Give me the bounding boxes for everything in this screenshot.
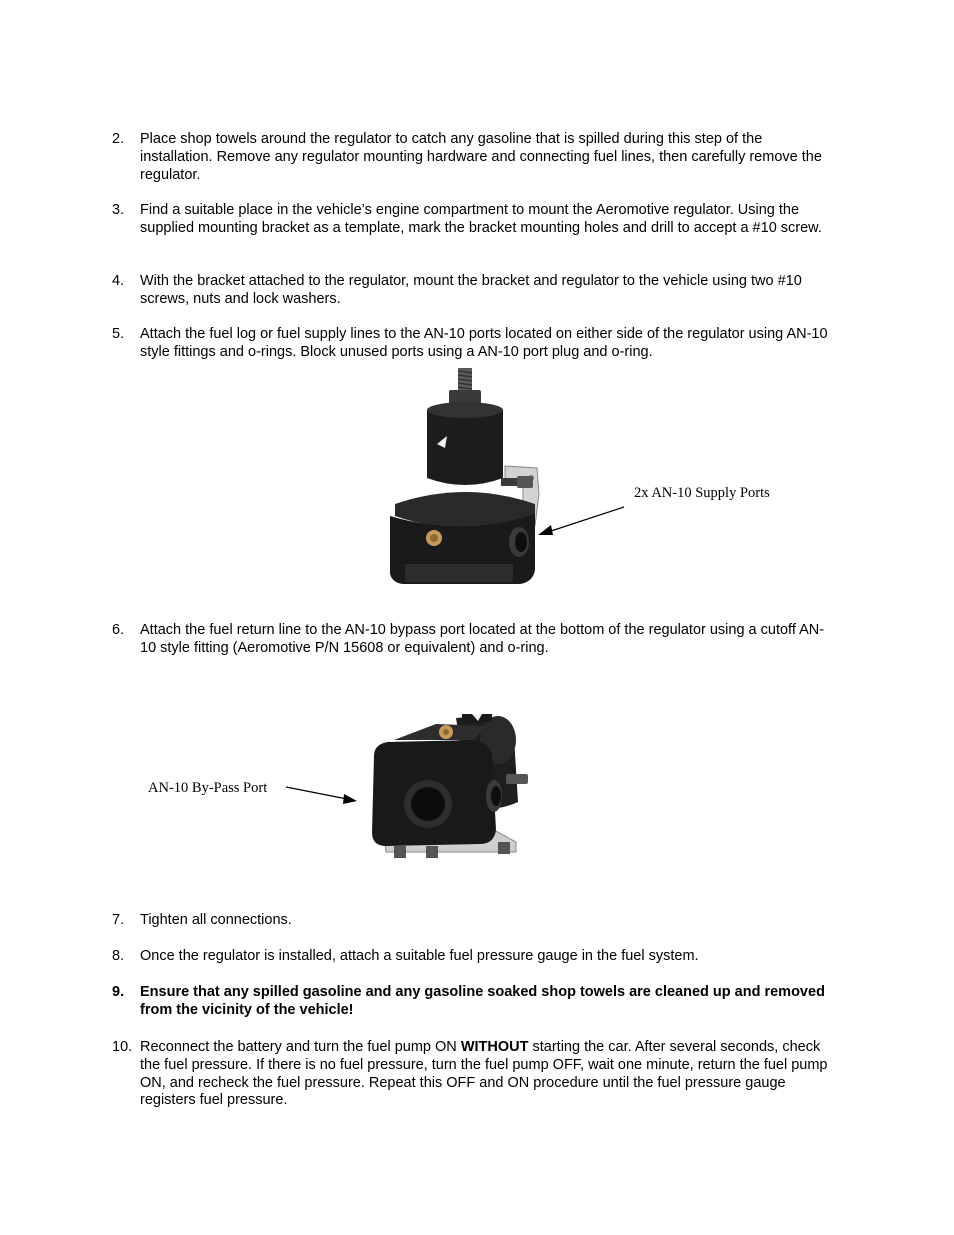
step-number: 2. bbox=[112, 131, 125, 147]
step-number: 8. bbox=[112, 948, 125, 964]
step-text-after: starting the car. After several seconds, check the fuel pressure. If there is no fuel pressure, turn the fuel pump OFF, wait one minute, return the fuel pump ON, and recheck the fuel pressure. Repeat this OFF and ON procedure until the fuel pressure gauge registers fuel pressure. bbox=[140, 1039, 828, 1109]
step-number: 9. bbox=[112, 984, 125, 1000]
step-text: Tighten all connections. bbox=[140, 912, 292, 928]
step-number: 10. bbox=[112, 1039, 133, 1055]
step-number: 7. bbox=[112, 912, 125, 928]
supply-ports-caption: 2x AN-10 Supply Ports bbox=[634, 485, 770, 501]
bypass-port-caption: AN-10 By-Pass Port bbox=[148, 780, 268, 796]
step-text bbox=[140, 1039, 832, 1110]
step-number: 4. bbox=[112, 273, 125, 289]
step-text: Once the regulator is installed, attach a suitable fuel pressure gauge in the fuel system. bbox=[140, 948, 699, 964]
step-text: With the bracket attached to the regulator, mount the bracket and regulator to the vehicle using two #10 screws, nuts and lock washers. bbox=[140, 273, 802, 307]
step-text-before: Reconnect the battery and turn the fuel pump ON bbox=[140, 1039, 461, 1055]
step-text: Place shop towels around the regulator to catch any gasoline that is spilled during this step of the installation. Remove any regulator mounting hardware and connecting fuel lines, then carefully remove the regulator. bbox=[140, 131, 822, 183]
step-number: 6. bbox=[112, 622, 125, 638]
step-text: Attach the fuel log or fuel supply lines to the AN-10 ports located on either side of the regulator using AN-10 style fittings and o-rings. Block unused ports using a AN-10 port plug and o-ring. bbox=[140, 326, 828, 360]
step-text: Attach the fuel return line to the AN-10 bypass port located at the bottom of the regulator using a cutoff AN-10 style fitting (Aeromotive P/N 15608 or equivalent) and o-ring. bbox=[140, 622, 825, 656]
step-text: Ensure that any spilled gasoline and any gasoline soaked shop towels are cleaned up and removed from the vicinity of the vehicle! bbox=[140, 984, 825, 1018]
step-number: 3. bbox=[112, 202, 125, 218]
step-number: 5. bbox=[112, 326, 125, 342]
step-text: Find a suitable place in the vehicle’s engine compartment to mount the Aeromotive regulator. Using the supplied mounting bracket as a template, mark the bracket mounting holes and drill to accept a #10 screw. bbox=[140, 202, 822, 236]
step-text-emphasis: WITHOUT bbox=[460, 1039, 529, 1055]
